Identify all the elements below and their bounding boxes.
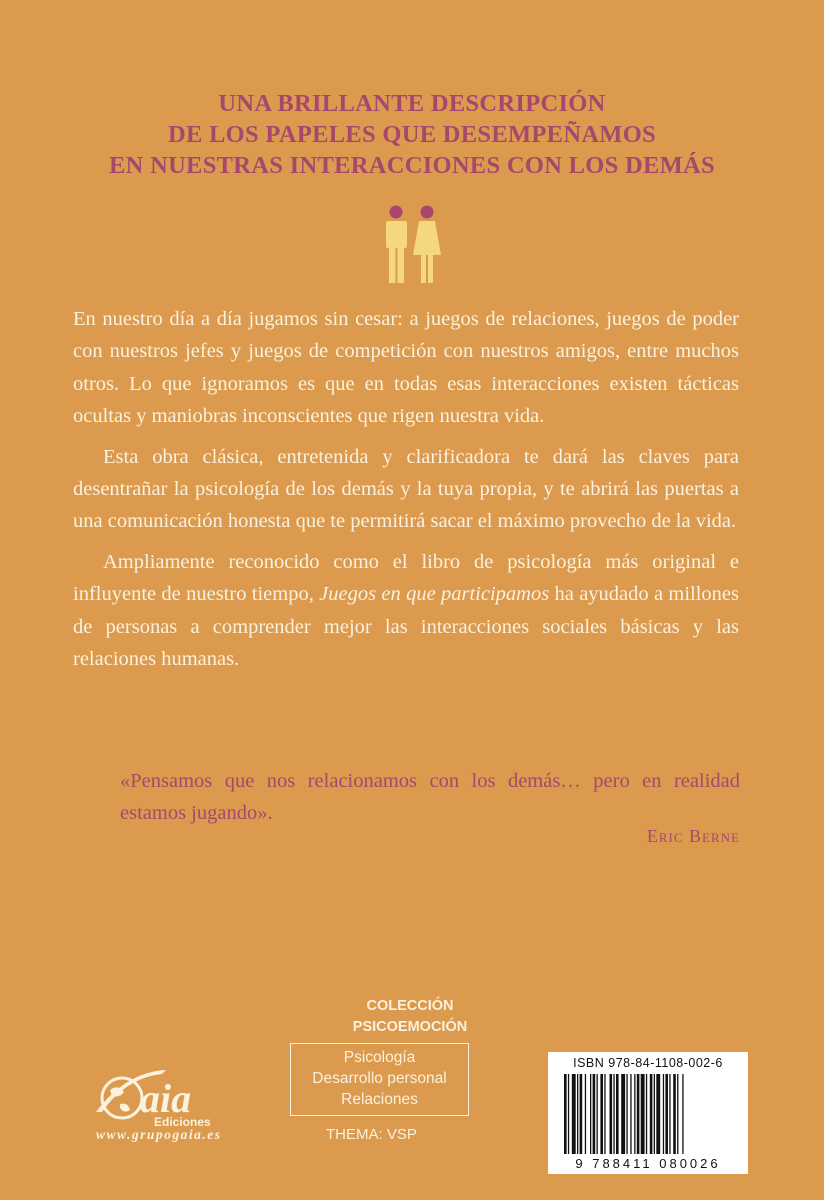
publisher-website: www.grupogaia.es <box>96 1127 222 1142</box>
topic-item: Psicología <box>343 1049 416 1066</box>
topics-box <box>290 1043 469 1116</box>
isbn-number: ISBN 978-84-1108-002-6 <box>573 1056 723 1070</box>
svg-text:aia: aia <box>140 1076 192 1121</box>
barcode-digits: 9 788411 080026 <box>575 1156 721 1171</box>
topic-item: Desarrollo personal <box>312 1070 447 1087</box>
topic-item: Relaciones <box>341 1091 418 1108</box>
description-paragraph-2: Esta obra clásica, entretenida y clarificadora te dará las claves para desentrañar la psicología de los demás y la tuya propia, y te abrirá las puertas a una comunicación honesta que te permitirá sacar el máximo provecho de la vida. <box>73 445 739 533</box>
paragraph-3-end: ha ayudado a millones de personas a comprender mejor las interacciones sociales básicas y las relaciones humanas. <box>73 583 739 671</box>
thema-code: THEMA: VSP <box>326 1126 417 1143</box>
heading-line-3: EN NUESTRAS INTERACCIONES CON LOS DEMÁS <box>109 152 715 179</box>
heading-line-2: DE LOS PAPELES QUE DESEMPEÑAMOS <box>167 121 657 148</box>
back-cover-heading <box>0 88 824 181</box>
man-and-woman-icon <box>383 205 445 283</box>
svg-text:Ediciones: Ediciones <box>154 1115 211 1129</box>
paragraph-3-start: Ampliamente reconocido como el libro de psicología más original e influyente de nuestro tiempo, <box>73 550 739 606</box>
collection-label: COLECCIÓN <box>366 998 454 1014</box>
collection-name <box>290 996 530 1038</box>
description-paragraph-3 <box>73 546 739 676</box>
book-title: Juegos en que participamos <box>319 583 550 606</box>
description-paragraph-1: En nuestro día a día jugamos sin cesar: a juegos de relaciones, juegos de poder con nuestros jefes y juegos de competición con nuestros amigos, entre muchos otros. Lo que ignoramos es que en todas esas interacciones existen tácticas ocultas y maniobras inconscientes que rigen nuestra vida. <box>73 308 739 428</box>
description-text <box>73 303 739 683</box>
quote-author: Eric Berne <box>646 826 740 846</box>
barcode-bars <box>562 1074 734 1156</box>
isbn-barcode <box>548 1052 748 1174</box>
heading-line-1: UNA BRILLANTE DESCRIPCIÓN <box>218 90 606 117</box>
collection-title: PSICOEMOCIÓN <box>352 1019 468 1035</box>
author-quote: «Pensamos que nos relacionamos con los demás… pero en realidad estamos jugando». <box>120 770 740 824</box>
